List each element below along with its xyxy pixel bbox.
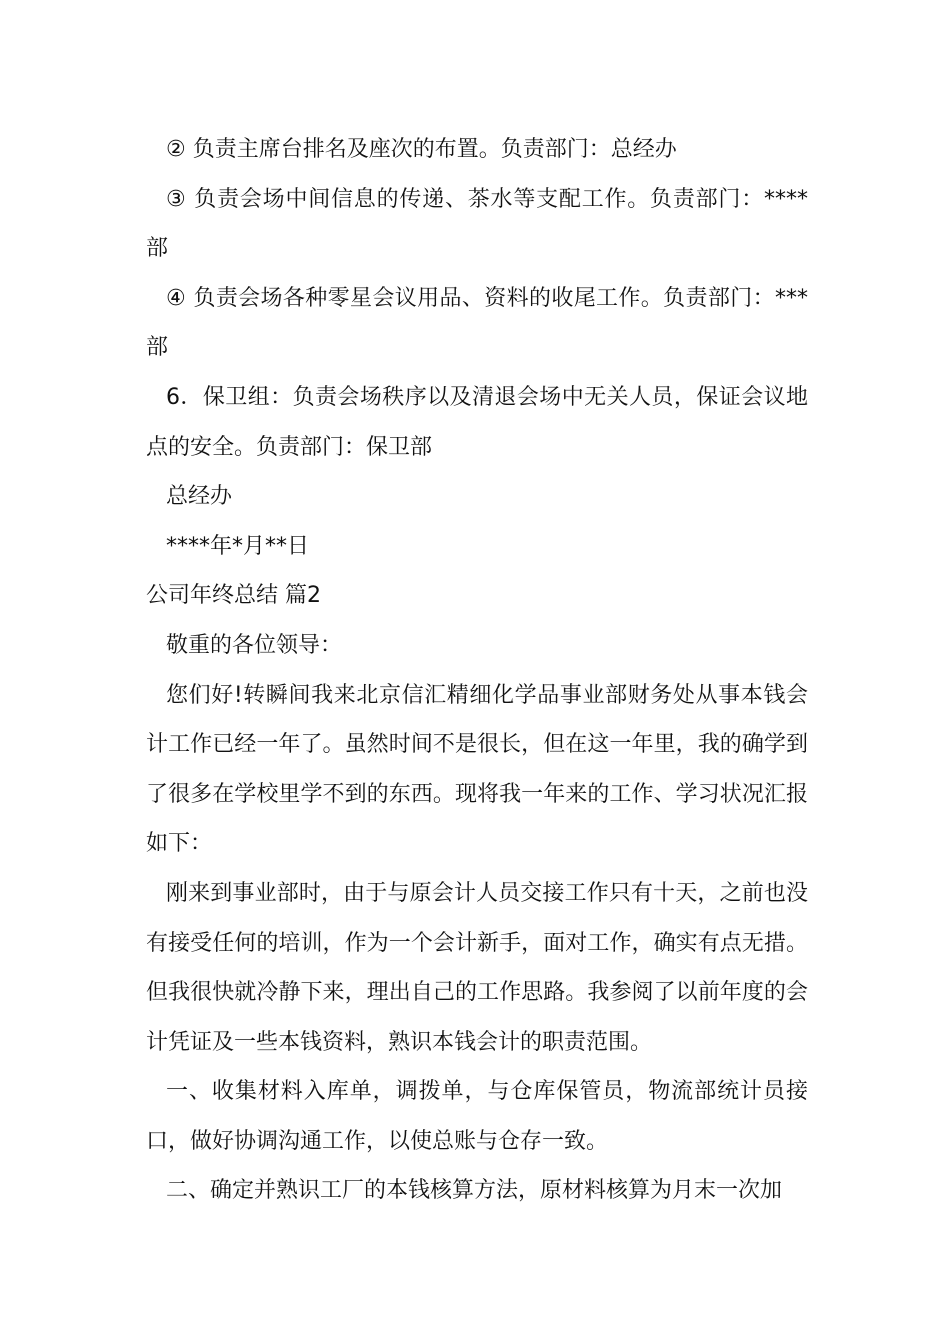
paragraph-point-one: 一、收集材料入库单，调拨单，与仓库保管员，物流部统计员接口，做好协调沟通工作，以使总账与仓存一致。	[146, 1079, 808, 1154]
paragraph-intro: 您们好!转瞬间我来北京信汇精细化学品事业部财务处从事本钱会计工作已经一年了。虽然时间不是很长，但在这一年里，我的确学到了很多在学校里学不到的东西。现将我一年来的工作、学习状况汇报如下：	[146, 682, 808, 857]
signature-office: 总经办	[166, 484, 233, 510]
paragraph-item-2-seating: ② 负责主席台排名及座次的布置。负责部门：总经办	[166, 137, 677, 162]
paragraph-security-group: 6．保卫组：负责会场秩序以及清退会场中无关人员，保证会议地点的安全。负责部门：保卫部	[146, 384, 808, 460]
paragraph-item-3-messages: ③ 负责会场中间信息的传递、茶水等支配工作。负责部门：****部	[146, 186, 808, 262]
signature-date: ****年*月**日	[166, 533, 310, 559]
salutation: 敬重的各位领导：	[166, 632, 343, 658]
paragraph-point-two: 二、确定并熟识工厂的本钱核算方法，原材料核算为月末一次加	[166, 1178, 783, 1204]
paragraph-onboarding: 刚来到事业部时，由于与原会计人员交接工作只有十天，之前也没有接受任何的培训，作为一个会计新手，面对工作，确实有点无措。但我很快就冷静下来，理出自己的工作思路。我参阅了以前年度的会计凭证及一些本钱资料，熟识本钱会计的职责范围。	[146, 880, 808, 1055]
paragraph-item-4-supplies: ④ 负责会场各种零星会议用品、资料的收尾工作。负责部门：***部	[146, 285, 808, 361]
document-body	[146, 125, 808, 1216]
section-heading: 公司年终总结 篇2	[146, 583, 321, 609]
